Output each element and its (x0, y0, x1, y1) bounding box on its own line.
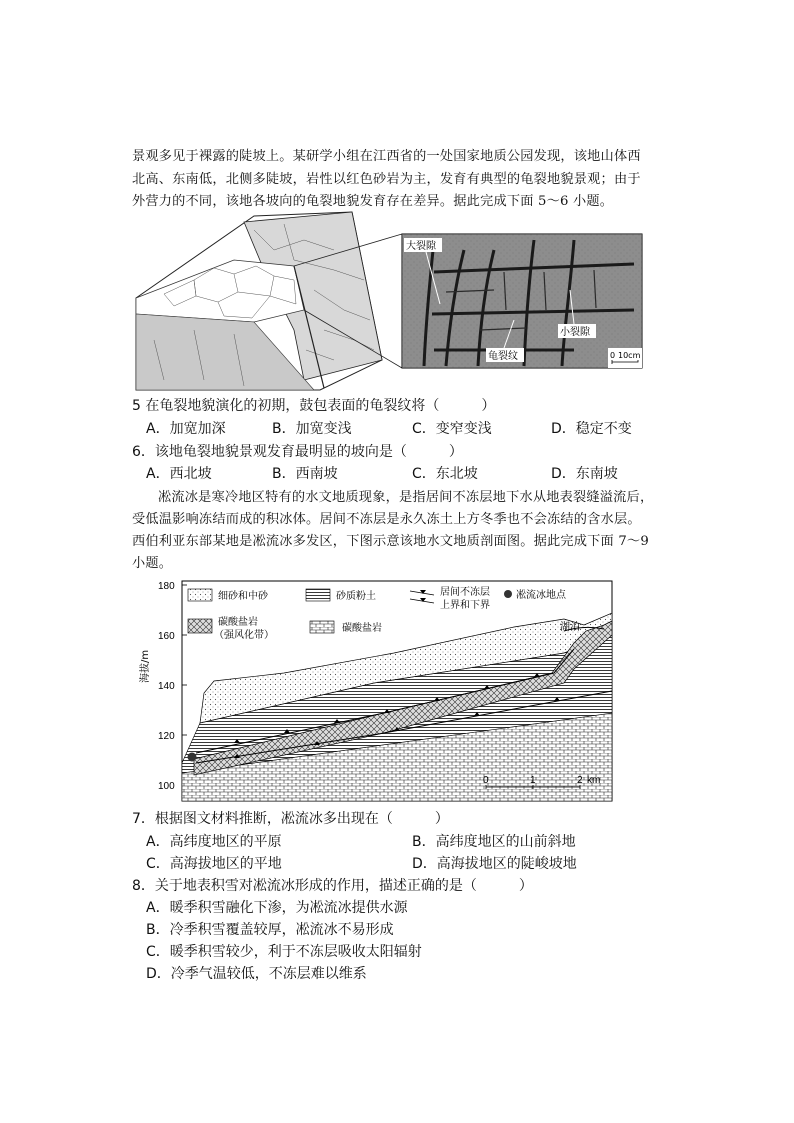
scale-1: 1 (530, 775, 536, 786)
legend-carbonate: 碳酸盐岩 (342, 623, 382, 634)
legend-swatch-carbonate (310, 621, 334, 633)
y-tick-label: 160 (158, 631, 175, 642)
label-big-crack: 大裂隙 (406, 241, 436, 252)
q7-option-b[interactable]: B．高纬度地区的山前斜地 (412, 834, 576, 850)
q7-option-a[interactable]: A．高纬度地区的平原 (146, 834, 282, 850)
label-turtle-crack: 龟裂纹 (488, 351, 518, 362)
legend-ice-point: 凇流冰地点 (516, 590, 566, 601)
y-tick-label: 100 (158, 781, 175, 792)
q8-option-a[interactable]: A．暖季积雪融化下渗，为凇流冰提供水源 (146, 900, 408, 916)
crack-photo (402, 234, 642, 368)
intro2-line-3: 西伯利亚东部某地是凇流冰多发区，下图示意该地水文地质剖面图。据此完成下面 7～9 (132, 534, 649, 549)
q5-option-c[interactable]: C．变窄变浅 (412, 421, 492, 437)
y-axis-label: 海拔/m (140, 649, 151, 683)
intro-line-1: 景观多见于裸露的陡坡上。某研学小组在江西省的一处国家地质公园发现，该地山体西 (132, 149, 641, 164)
intro-line-2: 北高、东南低，北侧多陡坡，岩性以红色砂岩为主，发育有典型的龟裂地貌景观；由于 (132, 172, 641, 187)
q7-option-c[interactable]: C．高海拔地区的平地 (146, 856, 282, 872)
scale-2: 2 (577, 775, 583, 786)
legend-unfrozen-2: 上界和下界 (440, 600, 490, 611)
scale-unit: km (587, 775, 601, 786)
y-tick-label: 180 (158, 581, 175, 592)
q6-stem: 6．该地龟裂地貌景观发育最明显的坡向是（ ） (132, 444, 463, 460)
legend-swatch-sand (188, 589, 212, 601)
q7-stem: 7．根据图文材料推断，凇流冰多出现在（ ） (132, 811, 449, 827)
q8-option-c[interactable]: C．暖季积雪较少，利于不冻层吸收太阳辐射 (146, 944, 422, 960)
q8-option-b[interactable]: B．冷季积雪覆盖较厚，凇流冰不易形成 (146, 922, 394, 938)
q8-stem: 8．关于地表积雪对凇流冰形成的作用，描述正确的是（ ） (132, 878, 533, 894)
y-tick-label: 140 (158, 681, 175, 692)
legend-unfrozen-1: 居间不冻层 (440, 587, 490, 598)
q6-option-d[interactable]: D．东南坡 (551, 466, 618, 482)
legend-swatch-silt (306, 589, 330, 601)
turtle-crack-figure (134, 210, 646, 392)
legend-swatch-ice-point (504, 590, 512, 598)
q6-option-a[interactable]: A．西北坡 (146, 466, 212, 482)
cross-section-figure (134, 573, 616, 805)
q5-option-d[interactable]: D．稳定不变 (551, 421, 632, 437)
legend-sand: 细砂和中砂 (218, 591, 268, 602)
intro-line-3: 外营力的不同，该地各坡向的龟裂地貌发育存在差异。据此完成下面 5～6 小题。 (132, 194, 614, 209)
intro2-line-4: 小题。 (132, 556, 173, 571)
label-small-crack: 小裂隙 (560, 327, 590, 338)
legend-carbonate-weathered-2: （强风化带） (214, 630, 274, 641)
q5-option-b[interactable]: B．加宽变浅 (272, 421, 352, 437)
y-tick-label: 120 (158, 731, 175, 742)
q8-option-d[interactable]: D．冷季气温较低，不冻层难以维系 (146, 966, 367, 982)
intro2-line-1: 凇流冰是寒冷地区特有的水文地质现象，是指居间不冻层地下水从地表裂缝溢流后， (158, 490, 654, 505)
scale-unit: 10cm (618, 351, 641, 360)
q5-option-a[interactable]: A．加宽加深 (146, 421, 226, 437)
scale-zero: 0 (610, 351, 616, 360)
lake-label: 湖泊 (560, 622, 580, 633)
intro2-line-2: 受低温影响冻结而成的积冰体。居间不冻层是永久冻土上方冬季也不会冻结的含水层。 (132, 512, 641, 527)
block-diagram (136, 212, 382, 390)
q7-option-d[interactable]: D．高海拔地区的陡峻坡地 (412, 856, 577, 872)
scale-0: 0 (483, 775, 489, 786)
q5-stem: 5 在龟裂地貌演化的初期，鼓包表面的龟裂纹将（ ） (132, 398, 496, 414)
legend-silt: 砂质粉土 (336, 591, 376, 602)
q6-option-b[interactable]: B．西南坡 (272, 466, 338, 482)
ice-point-marker (188, 753, 197, 762)
legend-swatch-carbonate-weathered (188, 619, 212, 633)
q6-option-c[interactable]: C．东北坡 (412, 466, 478, 482)
legend-carbonate-weathered-1: 碳酸盐岩 (218, 617, 258, 628)
